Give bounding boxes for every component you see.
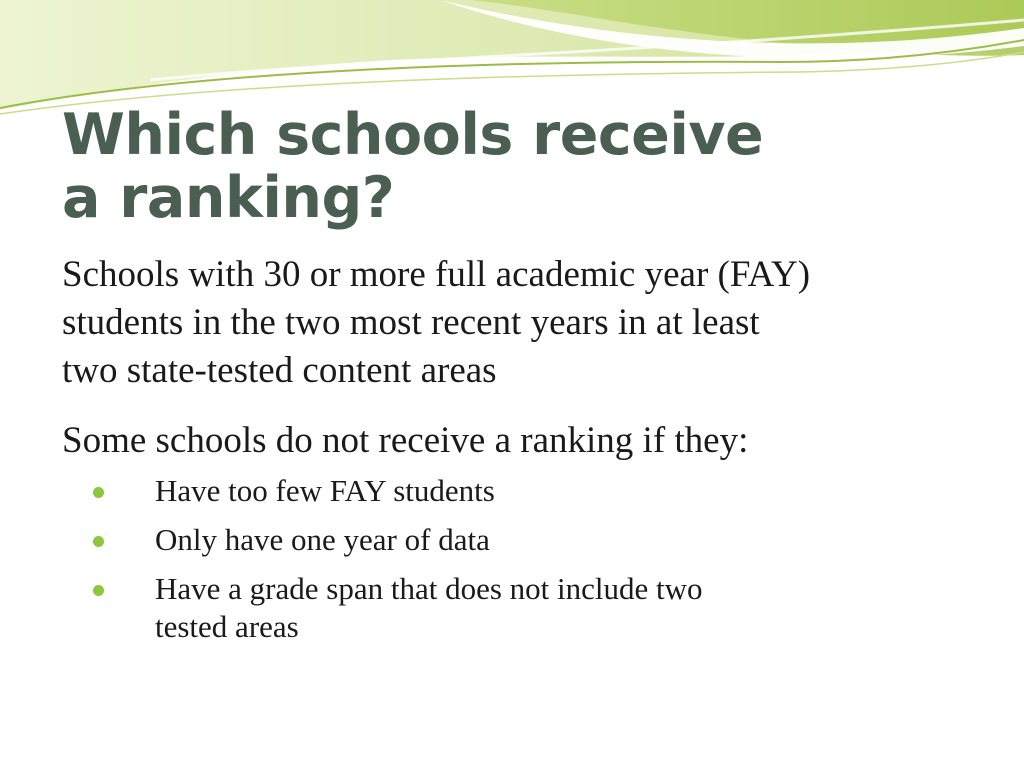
bullet-dot-icon [93,585,104,596]
para1-line-1: Schools with 30 or more full academic year (FAY) [62,254,811,295]
exceptions-list [0,472,1024,657]
exceptions-intro: Some schools do not receive a ranking if they: [62,420,749,461]
bullet-2-line-1: Only have one year of data [155,522,490,557]
list-item [0,521,1024,559]
bullet-3-line-2: tested areas [155,609,299,644]
bullet-dot-icon [93,536,104,547]
eligibility-paragraph [62,251,962,395]
title-line-1: Which schools receive [62,102,764,168]
para1-line-3: two state-tested content areas [62,350,497,391]
list-item [0,472,1024,510]
title-line-2: a ranking? [62,165,395,231]
slide-title [62,104,962,230]
bullet-3-line-1: Have a grade span that does not include two [155,571,703,606]
bullet-dot-icon [93,487,104,498]
para1-line-2: students in the two most recent years in at least [62,302,760,343]
list-item [0,570,1024,646]
bullet-1-line-1: Have too few FAY students [155,473,495,508]
